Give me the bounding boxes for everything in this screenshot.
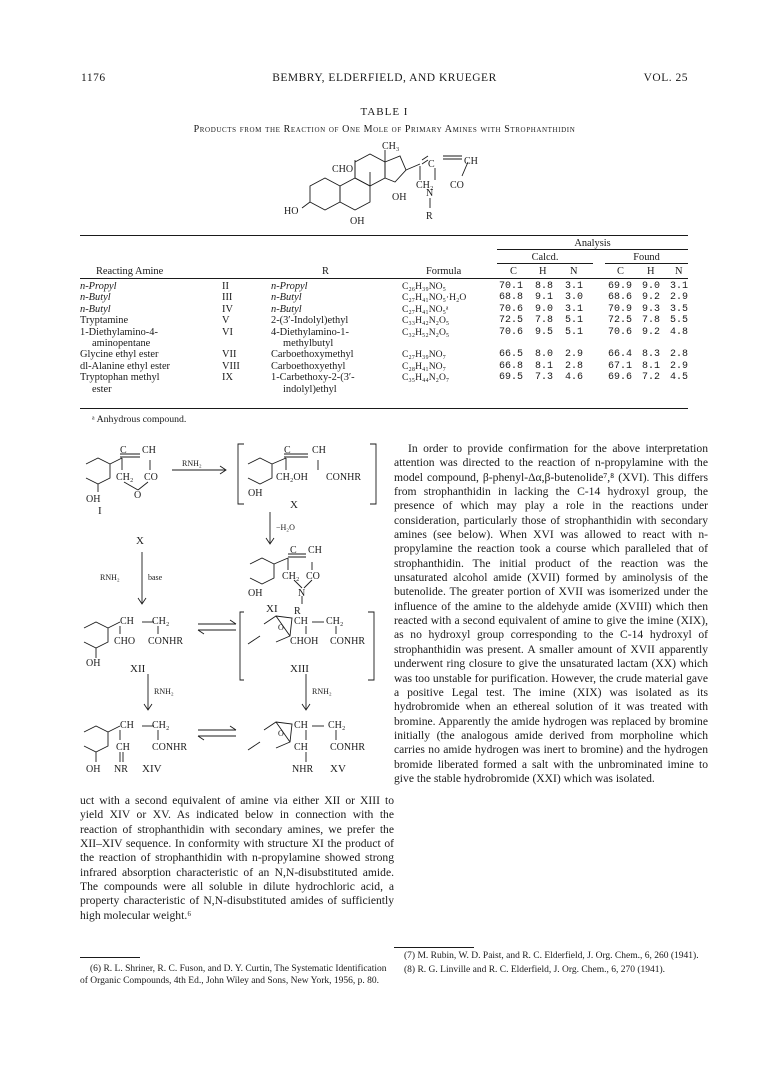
right-footnotes bbox=[394, 951, 708, 978]
cell-calcd-n: 5.1 bbox=[565, 326, 584, 338]
cell-found-h: 9.3 bbox=[642, 303, 661, 315]
cell-calcd-c: 66.5 bbox=[499, 349, 524, 361]
cell-r: n-Butyl bbox=[271, 303, 302, 315]
cell-found-h: 7.8 bbox=[642, 315, 661, 327]
i-oh-label: OH bbox=[86, 494, 101, 505]
calcd-rule bbox=[497, 263, 593, 264]
xii-cho-label: CHO bbox=[114, 636, 136, 647]
ch-label: CH bbox=[464, 156, 478, 167]
cell-calcd-n: 3.0 bbox=[565, 292, 584, 304]
cell-formula: C₃₅H₄₄N₂O₇ bbox=[402, 372, 450, 384]
cell-amine-cont: aminopentane bbox=[92, 337, 151, 349]
xi-oh-label: OH bbox=[248, 588, 263, 599]
x-ch2oh-label: CH₂OH bbox=[276, 472, 308, 483]
table-row bbox=[80, 304, 688, 315]
cell-formula: C₂₈H₄₁NO₇ bbox=[402, 360, 446, 372]
base-label: base bbox=[148, 573, 163, 582]
cell-calcd-n: 2.8 bbox=[565, 360, 584, 372]
cell-found-n: 2.8 bbox=[670, 349, 689, 361]
cell-formula: C₂₇H₃₉NO₇ bbox=[402, 349, 446, 361]
cell-found-c: 70.6 bbox=[608, 326, 633, 338]
xv-ch-label-b: CH bbox=[294, 742, 308, 753]
cell-found-n: 2.9 bbox=[670, 292, 689, 304]
xv-ch-label: CH bbox=[294, 720, 308, 731]
cell-calcd-c: 70.1 bbox=[499, 281, 524, 292]
xiv-ch-label: CH bbox=[120, 720, 134, 731]
cell-found-c: 69.6 bbox=[608, 372, 633, 384]
x-oh-label: OH bbox=[248, 488, 263, 499]
cell-number: III bbox=[222, 292, 233, 304]
calcd-h-header: H bbox=[539, 266, 547, 277]
left-footnotes bbox=[80, 964, 394, 989]
cell-r: Carboethoxyethyl bbox=[271, 360, 346, 372]
methyl-label: CH₃ bbox=[382, 141, 400, 152]
aldehyde-label: CHO bbox=[332, 164, 354, 175]
cell-calcd-h: 8.0 bbox=[535, 349, 554, 361]
cell-r: 4-Diethylamino-1- bbox=[271, 326, 349, 338]
calcd-c-header: C bbox=[510, 266, 517, 277]
cell-number: IX bbox=[222, 372, 233, 384]
cell-calcd-n: 3.1 bbox=[565, 281, 584, 292]
table-caption: Products from the Reaction of One Mole of Primary Amines with Strophanthidin bbox=[193, 124, 576, 135]
co-label: CO bbox=[450, 180, 464, 191]
cell-amine: 1-Diethylamino-4- bbox=[80, 326, 158, 338]
right-column-text bbox=[394, 442, 708, 786]
table-row bbox=[80, 327, 688, 350]
xii-ch2-label: CH₂ bbox=[152, 616, 170, 627]
cell-number: VIII bbox=[222, 360, 240, 372]
cell-r: n-Propyl bbox=[271, 281, 308, 292]
found-n-header: N bbox=[675, 266, 683, 277]
cell-found-c: 67.1 bbox=[608, 360, 633, 372]
xiv-nr-label: NR bbox=[114, 764, 128, 775]
n-label: N bbox=[426, 188, 434, 199]
cell-amine: dl-Alanine ethyl ester bbox=[80, 360, 171, 372]
xiv-oh-label: OH bbox=[86, 764, 101, 775]
cell-number: IV bbox=[222, 303, 233, 315]
right-paragraph: In order to provide confirmation for the above interpretation attention was directed to the reaction of n-propylamine with the model compound, β-phenyl-Δα,β-butenolide⁷,⁸ (XVI). This differs from strophanthidin in lacking the C-14 hydroxyl group, the presence of which may play a role in the reactions under consideration, particularly those of strophanthidin with secondary amines (see below). When XVI was allowed to react with n-propylamine the reaction took a course which paralleled that of strophanthidin. The initial product of the reaction was the unsaturated alcohol amide (XVII) formed by aminolysis of the butenolide. The greater portion of XVII was isomerized under the influence of the amine to the aldehyde amide (XVIII) which then reacted with a second equivalent of amine to give the imine (XIX), as no hydroxyl group corresponding to the C-14 hydroxyl of strophanthidin was present. A smaller amount of XVII apparently underwent ring closure to give the unsaturated lactam (XX) which was too unstable for purification. However, the crude material gave a positive Legal test. The imine (XIX) was isolated as its hydrobromide when an ethereal solution of it was treated with bromine. Apparently the amide hydrogen was replaced by bromine initially (the analogous amide derived from morpholine which carries no amide hydrogen was inert to bromine) and the hydrogen bromide liberated formed a salt with the unbrominated imine to give the stable hydrobromide (XXI) which was isolated. bbox=[394, 442, 708, 785]
cell-formula: C₂₆H₃₉NO₅ bbox=[402, 281, 446, 292]
x-ch-label: CH bbox=[312, 445, 326, 456]
page-number: 1176 bbox=[81, 72, 106, 84]
cell-calcd-c: 66.8 bbox=[499, 360, 524, 372]
cell-r: 2-(3′-Indolyl)ethyl bbox=[271, 315, 349, 327]
i-o-label: O bbox=[134, 490, 142, 501]
table-row bbox=[80, 292, 688, 303]
header-bottom-rule bbox=[80, 278, 688, 279]
cell-number: VI bbox=[222, 326, 233, 338]
xii-conhr-label: CONHR bbox=[148, 636, 184, 647]
cell-calcd-h: 8.1 bbox=[535, 360, 554, 372]
volume-label: VOL. 25 bbox=[643, 72, 688, 84]
i-c-label: C bbox=[120, 445, 127, 456]
table-body bbox=[80, 281, 688, 395]
xiv-ch2-label-b: CH bbox=[116, 742, 130, 753]
cell-calcd-n: 4.6 bbox=[565, 372, 584, 384]
cell-found-c: 66.4 bbox=[608, 349, 633, 361]
table-bottom-rule bbox=[80, 408, 688, 409]
cell-formula: C₂₇H₄₁NO₅·H₂O bbox=[402, 292, 467, 304]
calcd-header: Calcd. bbox=[531, 252, 559, 263]
xiii-o-label: O bbox=[278, 623, 284, 632]
found-c-header: C bbox=[617, 266, 624, 277]
cell-calcd-c: 70.6 bbox=[499, 326, 524, 338]
cell-r-cont: indolyl)ethyl bbox=[283, 383, 337, 395]
rnh2-xii-label: RNH₂ bbox=[154, 687, 174, 696]
table-row bbox=[80, 361, 688, 372]
cell-found-h: 9.2 bbox=[642, 326, 661, 338]
cell-amine: n-Propyl bbox=[80, 281, 117, 292]
left-footnote-rule bbox=[80, 957, 140, 958]
cell-found-c: 72.5 bbox=[608, 315, 633, 327]
cell-calcd-h: 9.5 bbox=[535, 326, 554, 338]
cell-found-n: 4.5 bbox=[670, 372, 689, 384]
cell-amine-cont: ester bbox=[92, 383, 112, 395]
cell-formula: C₃₂H₅₂N₂O₅ bbox=[402, 326, 450, 338]
table-row bbox=[80, 315, 688, 326]
cell-found-c: 68.6 bbox=[608, 292, 633, 304]
xi-c-label: C bbox=[290, 545, 297, 556]
cell-r: 1-Carbethoxy-2-(3′- bbox=[271, 372, 355, 384]
xv-conhr-label: CONHR bbox=[330, 742, 366, 753]
xiii-choh-label: CHOH bbox=[290, 636, 319, 647]
cell-amine: Glycine ethyl ester bbox=[80, 349, 159, 361]
compound-xi-label: XI bbox=[266, 603, 278, 615]
r-label: R bbox=[426, 211, 433, 222]
i-ch2-label: CH₂ bbox=[116, 472, 134, 483]
calcd-n-header: N bbox=[570, 266, 578, 277]
xi-n-label: N bbox=[298, 588, 306, 599]
analysis-header: Analysis bbox=[574, 238, 611, 249]
cell-calcd-n: 2.9 bbox=[565, 349, 584, 361]
xi-ch2-label: CH₂ bbox=[282, 571, 300, 582]
cell-found-n: 5.5 bbox=[670, 315, 689, 327]
cell-calcd-c: 72.5 bbox=[499, 315, 524, 327]
hydroxyl-label-3: OH bbox=[350, 216, 365, 227]
cell-calcd-n: 5.1 bbox=[565, 315, 584, 327]
cell-found-n: 4.8 bbox=[670, 326, 689, 338]
cell-found-n: 3.5 bbox=[670, 303, 689, 315]
analysis-rule bbox=[497, 249, 688, 250]
table-row bbox=[80, 349, 688, 360]
xiii-ch-label: CH bbox=[294, 616, 308, 627]
cell-calcd-c: 68.8 bbox=[499, 292, 524, 304]
reacting-amine-header: Reacting Amine bbox=[96, 266, 164, 277]
i-co-label: CO bbox=[144, 472, 158, 483]
table-footnote: ᵃ Anhydrous compound. bbox=[92, 414, 187, 425]
cell-number: II bbox=[222, 281, 229, 292]
table-row bbox=[80, 281, 688, 292]
right-footnote-rule bbox=[394, 947, 474, 948]
cell-found-c: 70.9 bbox=[608, 303, 633, 315]
cell-calcd-h: 9.1 bbox=[535, 292, 554, 304]
r-header: R bbox=[322, 266, 329, 277]
footnote-7: (7) M. Rubin, W. D. Paist, and R. C. Elderfield, J. Org. Chem., 6, 260 (1941). bbox=[404, 951, 699, 961]
xii-ch-label: CH bbox=[120, 616, 134, 627]
cell-calcd-h: 9.0 bbox=[535, 303, 554, 315]
cell-amine: Tryptamine bbox=[80, 315, 129, 327]
cell-found-n: 2.9 bbox=[670, 360, 689, 372]
cell-r: Carboethoxymethyl bbox=[271, 349, 354, 361]
compound-xv-label: XV bbox=[330, 763, 346, 775]
cell-formula: C₂₇H₄₁NO₅ᵃ bbox=[402, 303, 449, 315]
xi-r-label: R bbox=[294, 606, 301, 617]
cell-formula: C₃₃H₄₂N₂O₅ bbox=[402, 315, 450, 327]
cell-found-h: 9.2 bbox=[642, 292, 661, 304]
compound-xii-label: XII bbox=[130, 663, 146, 675]
cell-number: VII bbox=[222, 349, 237, 361]
cell-calcd-h: 7.8 bbox=[535, 315, 554, 327]
xi-co-label: CO bbox=[306, 571, 320, 582]
cell-calcd-c: 70.6 bbox=[499, 303, 524, 315]
reaction-scheme bbox=[80, 440, 390, 820]
xii-oh-label: OH bbox=[86, 658, 101, 669]
i-ch-label: CH bbox=[142, 445, 156, 456]
rnh2-base-label: RNH₂ bbox=[100, 573, 120, 582]
cell-found-h: 7.2 bbox=[642, 372, 661, 384]
cell-found-n: 3.1 bbox=[670, 281, 689, 292]
xi-ch-label: CH bbox=[308, 545, 322, 556]
cell-found-h: 8.3 bbox=[642, 349, 661, 361]
compound-xiii-label: XIII bbox=[290, 663, 309, 675]
cell-found-h: 8.1 bbox=[642, 360, 661, 372]
hydroxyl-label-2: HO bbox=[284, 206, 299, 217]
c-label: C bbox=[428, 159, 435, 170]
found-header: Found bbox=[633, 252, 660, 263]
cell-calcd-c: 69.5 bbox=[499, 372, 524, 384]
cell-calcd-n: 3.1 bbox=[565, 303, 584, 315]
rnh2-xiii-label: RNH₂ bbox=[312, 687, 332, 696]
table-title: TABLE I bbox=[360, 106, 409, 118]
formula-header: Formula bbox=[426, 266, 462, 277]
x-conhr-label: CONHR bbox=[326, 472, 362, 483]
found-rule bbox=[605, 263, 688, 264]
cell-amine: Tryptophan methyl bbox=[80, 372, 160, 384]
xv-ch2-label: CH₂ bbox=[328, 720, 346, 731]
cell-amine: n-Butyl bbox=[80, 292, 111, 304]
left-column-text bbox=[80, 794, 394, 923]
table-top-rule bbox=[80, 235, 688, 236]
xiii-conhr-label: CONHR bbox=[330, 636, 366, 647]
table-row bbox=[80, 372, 688, 395]
cell-found-h: 9.0 bbox=[642, 281, 661, 292]
xv-o-label: O bbox=[278, 729, 284, 738]
steroid-structure bbox=[280, 140, 500, 232]
running-title: BEMBRY, ELDERFIELD, AND KRUEGER bbox=[272, 72, 497, 84]
xv-nhr-label: NHR bbox=[292, 764, 314, 775]
left-paragraph: uct with a second equivalent of amine via either XII or XIII to yield XIV or XV. As indicated below in connection with the reaction of strophanthidin with secondary amines, we prefer the XII–XIV sequence. In conformity with structure XI the product of the reaction of strophanthidin with n-propylamine showed strong infrared absorption characteristic of an N,N-disubstituted amide. The compounds were all soluble in dilute hydrochloric acid, a property characteristic of N,N-disubstituted amides of sufficiently high molecular weight.⁶ bbox=[80, 794, 394, 922]
hydroxyl-label-1: OH bbox=[392, 192, 407, 203]
ch2-label: CH₂ bbox=[416, 180, 434, 191]
compound-x-ref-label: X bbox=[136, 535, 144, 547]
footnote-6: (6) R. L. Shriner, R. C. Fuson, and D. Y. Curtin, The Systematic Identification of Organic Compounds, 4th Ed., John Wiley and Sons, New York, 1956, p. 80. bbox=[80, 964, 387, 986]
compound-xiv-label: XIV bbox=[142, 763, 162, 775]
compound-i-label: I bbox=[98, 505, 102, 517]
cell-r-cont: methylbutyl bbox=[283, 337, 334, 349]
xiv-ch2-label: CH₂ bbox=[152, 720, 170, 731]
footnote-8: (8) R. G. Linville and R. C. Elderfield, J. Org. Chem., 6, 270 (1941). bbox=[404, 964, 666, 975]
minus-h2o-label: −H₂O bbox=[276, 523, 295, 532]
rnh2-label: RNH₂ bbox=[182, 459, 202, 468]
cell-number: V bbox=[222, 315, 230, 327]
cell-calcd-h: 7.3 bbox=[535, 372, 554, 384]
xiv-conhr-label: CONHR bbox=[152, 742, 188, 753]
x-c-label: C bbox=[284, 445, 291, 456]
xiii-ch2-label: CH₂ bbox=[326, 616, 344, 627]
cell-amine: n-Butyl bbox=[80, 303, 111, 315]
cell-calcd-h: 8.8 bbox=[535, 281, 554, 292]
found-h-header: H bbox=[647, 266, 655, 277]
cell-r: n-Butyl bbox=[271, 292, 302, 304]
compound-x-label: X bbox=[290, 499, 298, 511]
cell-found-c: 69.9 bbox=[608, 281, 633, 292]
